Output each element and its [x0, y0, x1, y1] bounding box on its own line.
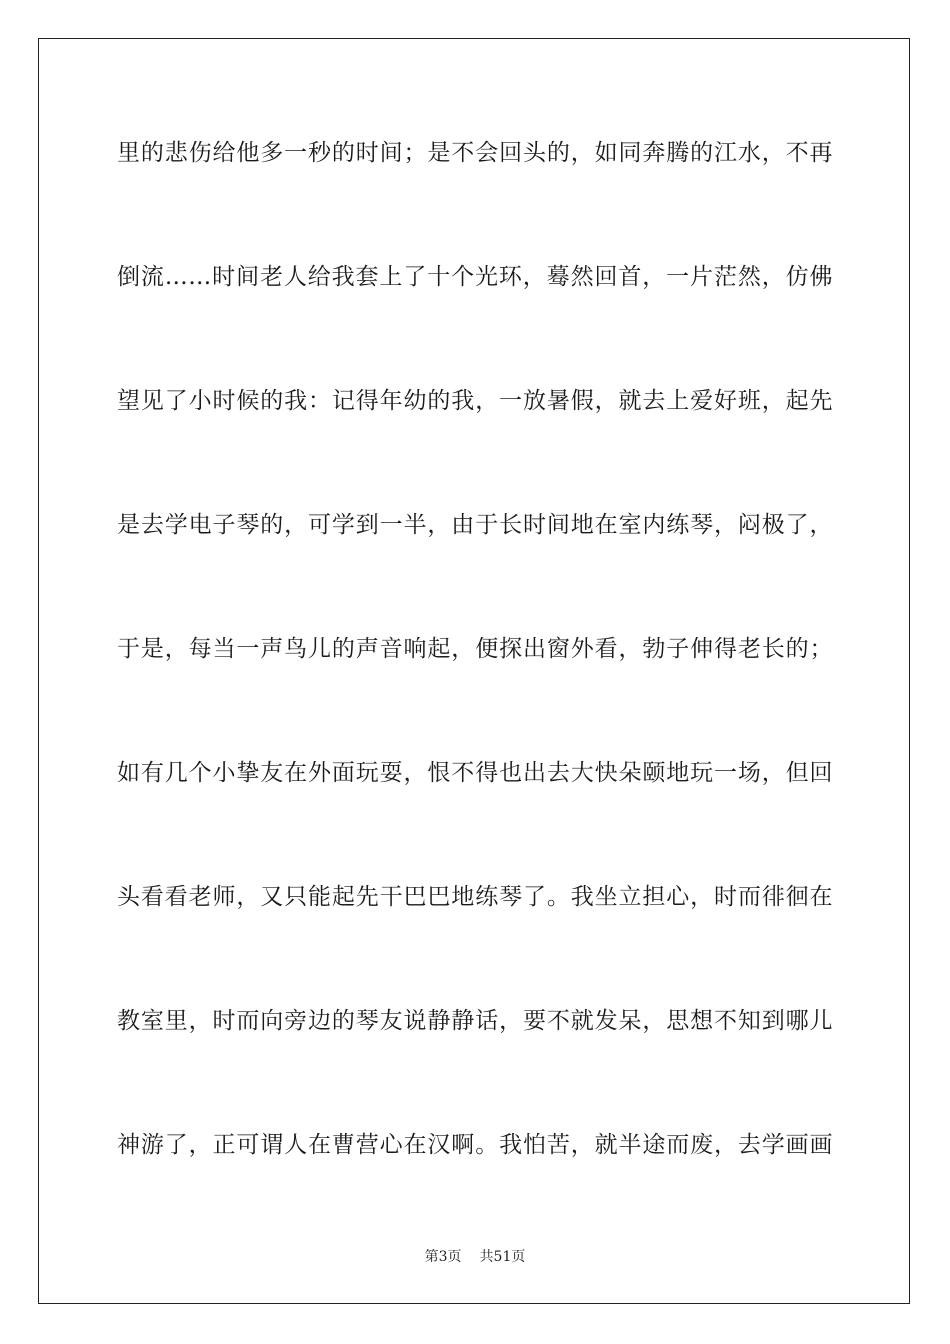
text-line-3: 望见了小时候的我：记得年幼的我，一放暑假，就去上爱好班，起先: [117, 388, 833, 414]
page-total: 共51页: [479, 1249, 526, 1265]
text-line-5: 于是，每当一声鸟儿的声音响起，便探出窗外看，勃子伸得老长的；: [117, 636, 833, 662]
text-line-9: 神游了，正可谓人在曹营心在汉啊。我怕苦，就半途而废，去学画画: [117, 1132, 833, 1158]
text-line-7: 头看看老师，又只能起先干巴巴地练琴了。我坐立担心，时而徘徊在: [117, 884, 833, 910]
text-line-1: 里的悲伤给他多一秒的时间；是不会回头的，如同奔腾的江水，不再: [117, 140, 833, 166]
text-line-4: 是去学电子琴的，可学到一半，由于长时间地在室内练琴，闷极了，: [117, 512, 833, 538]
page-number: 第3页: [424, 1249, 462, 1265]
text-line-8: 教室里，时而向旁边的琴友说静静话，要不就发呆，思想不知到哪儿: [117, 1008, 833, 1034]
page-border: [38, 38, 910, 1304]
page-footer: [0, 1246, 950, 1266]
text-line-6: 如有几个小挚友在外面玩耍，恨不得也出去大快朵颐地玩一场，但回: [117, 760, 833, 786]
text-line-2: 倒流……时间老人给我套上了十个光环，蓦然回首，一片茫然，仿佛: [117, 264, 833, 290]
